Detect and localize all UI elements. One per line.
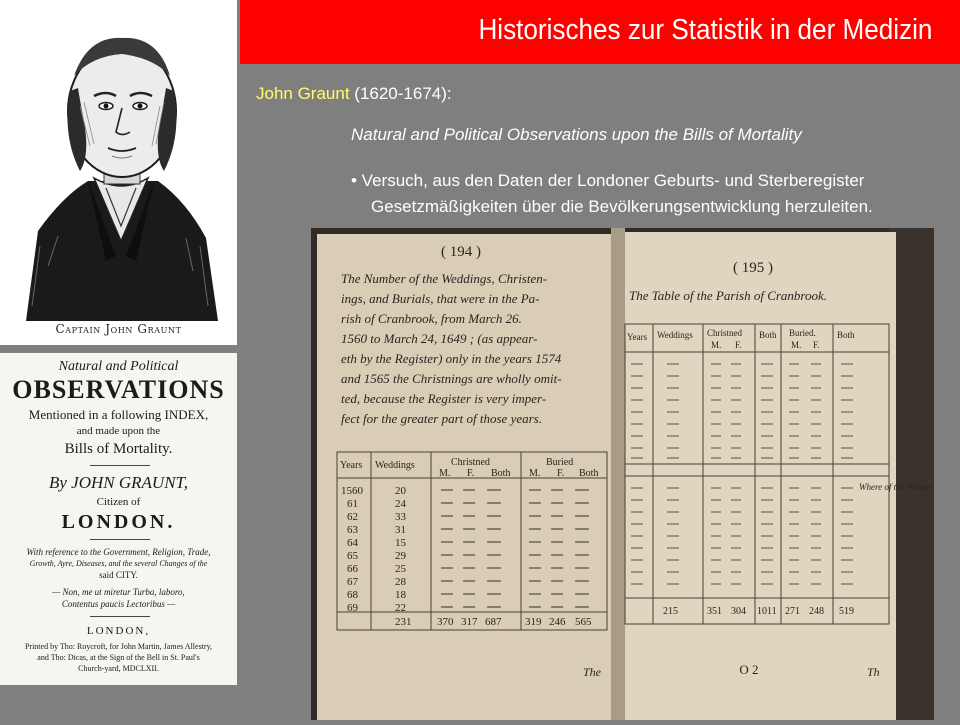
title-page-line: Church-yard, MDCLXII. <box>78 664 159 673</box>
year-cell: 66 <box>347 563 358 575</box>
year-cell: 61 <box>347 498 358 510</box>
left-page-number: ( 194 ) <box>441 244 481 260</box>
title-page-scan <box>0 353 237 685</box>
header-bar <box>240 0 960 64</box>
right-header: Christned <box>707 328 742 338</box>
bullet-line-1: • Versuch, aus den Daten der Londoner Geburts- und Sterberegister <box>351 171 865 190</box>
right-subheader: F. <box>813 340 820 350</box>
open-book-illustration <box>311 228 934 720</box>
left-header-christned: Christned <box>451 457 490 468</box>
year-cell: 1560 <box>341 485 363 497</box>
left-catchword: The <box>583 665 601 679</box>
right-subheader: M. <box>711 340 722 350</box>
left-text-line: 1560 to March 24, 1649 ; (as appear- <box>341 331 538 346</box>
weddings-cell: 20 <box>395 485 406 497</box>
right-catchword: Th <box>867 665 880 679</box>
total-cell: 231 <box>395 616 412 628</box>
title-page-heading: OBSERVATIONS <box>12 375 225 404</box>
total-cell: 351 <box>707 606 722 617</box>
left-subheader: F. <box>557 468 565 479</box>
total-cell: 1011 <box>757 606 777 617</box>
total-cell: 304 <box>731 606 746 617</box>
total-cell: 246 <box>549 616 566 628</box>
left-text-line: and 1565 the Christnings are wholly omit- <box>341 371 562 386</box>
title-page-line: and made upon the <box>76 425 161 437</box>
bullet-line-2: Gesetzmäßigkeiten über die Bevölkerungsentwicklung herzuleiten. <box>371 197 873 216</box>
left-text-line: fect for the greater part of those years. <box>341 411 542 426</box>
title-page-line: Contentus paucis Lectoribus — <box>61 599 176 609</box>
page-title: Historisches zur Statistik in der Medizin <box>477 14 932 46</box>
book-title: Natural and Political Observations upon the Bills of Mortality <box>351 125 802 144</box>
right-header: Both <box>837 330 855 340</box>
right-page-number: ( 195 ) <box>733 260 773 276</box>
left-image-column <box>0 0 240 720</box>
title-page-line: By JOHN GRAUNT, <box>49 473 188 492</box>
total-cell: 370 <box>437 616 454 628</box>
left-subheader: M. <box>439 468 451 479</box>
weddings-cell: 28 <box>395 576 406 588</box>
title-page-line: Mentioned in a following INDEX, <box>28 407 209 422</box>
weddings-cell: 22 <box>395 602 406 614</box>
title-page-line: Growth, Ayre, Diseases, and the several Changes of the <box>29 559 208 568</box>
left-header-years: Years <box>340 460 363 471</box>
title-page-line: LONDON, <box>86 625 151 637</box>
title-page-divider <box>90 465 150 466</box>
left-subheader: M. <box>529 468 541 479</box>
title-page-divider <box>90 616 150 617</box>
left-text-line: ted, because the Register is very imper- <box>341 391 547 406</box>
total-cell: 317 <box>461 616 478 628</box>
title-page-line: and Tho: Dicas, at the Sign of the Bell in St. Paul's <box>37 653 200 662</box>
year-cell: 67 <box>347 576 358 588</box>
left-text-line: rish of Cranbrook, from March 26. <box>341 311 522 326</box>
total-cell: 565 <box>575 616 592 628</box>
weddings-cell: 29 <box>395 550 406 562</box>
title-page-line: LONDON. <box>61 511 176 533</box>
author-dates: (1620-1674): <box>349 84 452 103</box>
year-cell: 68 <box>347 589 358 601</box>
right-subheader: F. <box>735 340 742 350</box>
left-subheader: F. <box>467 468 475 479</box>
total-cell: 248 <box>809 606 824 617</box>
right-header: Weddings <box>657 330 693 340</box>
left-text-line: ings, and Burials, that were in the Pa- <box>341 291 540 306</box>
total-cell: 271 <box>785 606 800 617</box>
left-text-line: eth by the Register) only in the years 1574 <box>341 351 562 366</box>
weddings-cell: 33 <box>395 511 406 523</box>
year-cell: 62 <box>347 511 358 523</box>
weddings-cell: 25 <box>395 563 406 575</box>
right-header: Years <box>627 332 648 342</box>
right-header: Both <box>759 330 777 340</box>
book-photo <box>311 228 934 720</box>
portrait-engraving <box>0 0 237 345</box>
total-cell: 319 <box>525 616 542 628</box>
title-page-line: — Non, me ut miretur Turba, laboro, <box>52 587 185 597</box>
left-subheader: Both <box>579 468 599 479</box>
title-page-line: With reference to the Government, Religion, Trade, <box>26 547 211 557</box>
bullet-point <box>351 168 951 220</box>
author-name: John Graunt <box>256 84 350 103</box>
weddings-cell: 18 <box>395 589 406 601</box>
right-margin-note: Where of the Plague <box>859 482 933 492</box>
left-subheader: Both <box>491 468 511 479</box>
author-line <box>256 84 452 104</box>
title-page-line: Bills of Mortality. <box>64 441 173 457</box>
right-header: Buried. <box>789 328 816 338</box>
left-header-buried: Buried <box>546 457 574 468</box>
year-cell: 69 <box>347 602 358 614</box>
title-page-line: Citizen of <box>96 496 141 508</box>
total-cell: 519 <box>839 606 854 617</box>
portrait-caption: Captain John Graunt <box>55 322 182 336</box>
year-cell: 63 <box>347 524 358 536</box>
weddings-cell: 24 <box>395 498 406 510</box>
weddings-cell: 31 <box>395 524 406 536</box>
weddings-cell: 15 <box>395 537 406 549</box>
year-cell: 64 <box>347 537 358 549</box>
left-text-line: The Number of the Weddings, Christen- <box>341 271 548 286</box>
title-page-divider <box>90 539 150 540</box>
total-cell: 687 <box>485 616 502 628</box>
left-header-weddings: Weddings <box>375 460 415 471</box>
total-cell: 215 <box>663 606 678 617</box>
year-cell: 65 <box>347 550 358 562</box>
title-page-line: said CITY. <box>99 570 138 580</box>
portrait-illustration <box>18 6 223 321</box>
right-table-title: The Table of the Parish of Cranbrook. <box>629 288 828 303</box>
title-page-line: Printed by Tho: Roycroft, for John Martin, James Allestry, <box>24 642 213 651</box>
right-signature-mark: O 2 <box>739 662 759 677</box>
title-page-line: Natural and Political <box>58 359 179 374</box>
right-subheader: M. <box>791 340 802 350</box>
